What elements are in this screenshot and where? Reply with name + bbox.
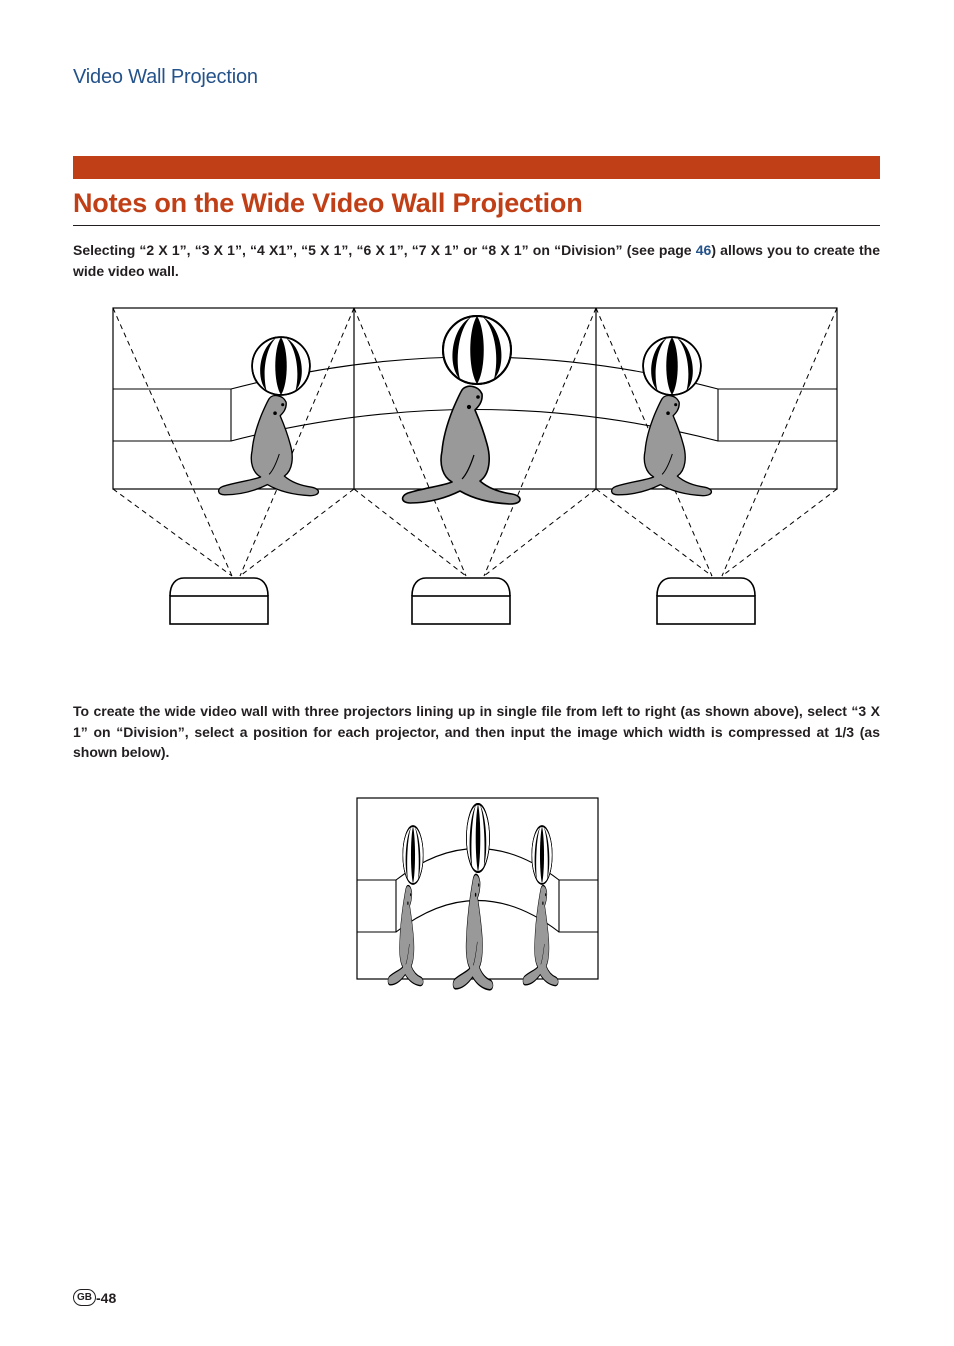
projector-right xyxy=(657,578,755,624)
page-footer xyxy=(73,1289,116,1306)
projector-left xyxy=(170,578,268,624)
region-badge: GB xyxy=(73,1289,96,1306)
wide-wall-figure xyxy=(113,308,837,624)
ball-right xyxy=(643,337,701,395)
section-header: Video Wall Projection xyxy=(73,66,258,88)
page-link-46[interactable]: 46 xyxy=(695,242,712,258)
body-paragraph: To create the wide video wall with three projectors lining up in single file from left to right (as shown above), select “3 X 1” on “Division”, select a position for each projector, and then input the image which width is compressed at 1/3 (as shown below). xyxy=(73,703,880,760)
projector-center xyxy=(412,578,510,624)
page-title: Notes on the Wide Video Wall Projection xyxy=(73,188,583,218)
compressed-image-figure xyxy=(357,798,598,990)
intro-text-1: Selecting “2 X 1”, “3 X 1”, “4 X1”, “5 X 1”, “6 X 1”, “7 X 1” or “8 X 1” on “Division” (see page xyxy=(73,242,696,258)
ball-center xyxy=(443,316,511,384)
intro-text-2: ) allows you to create the wide video wall. xyxy=(73,242,880,279)
page-number: -48 xyxy=(96,1289,117,1306)
ball-left xyxy=(252,337,310,395)
